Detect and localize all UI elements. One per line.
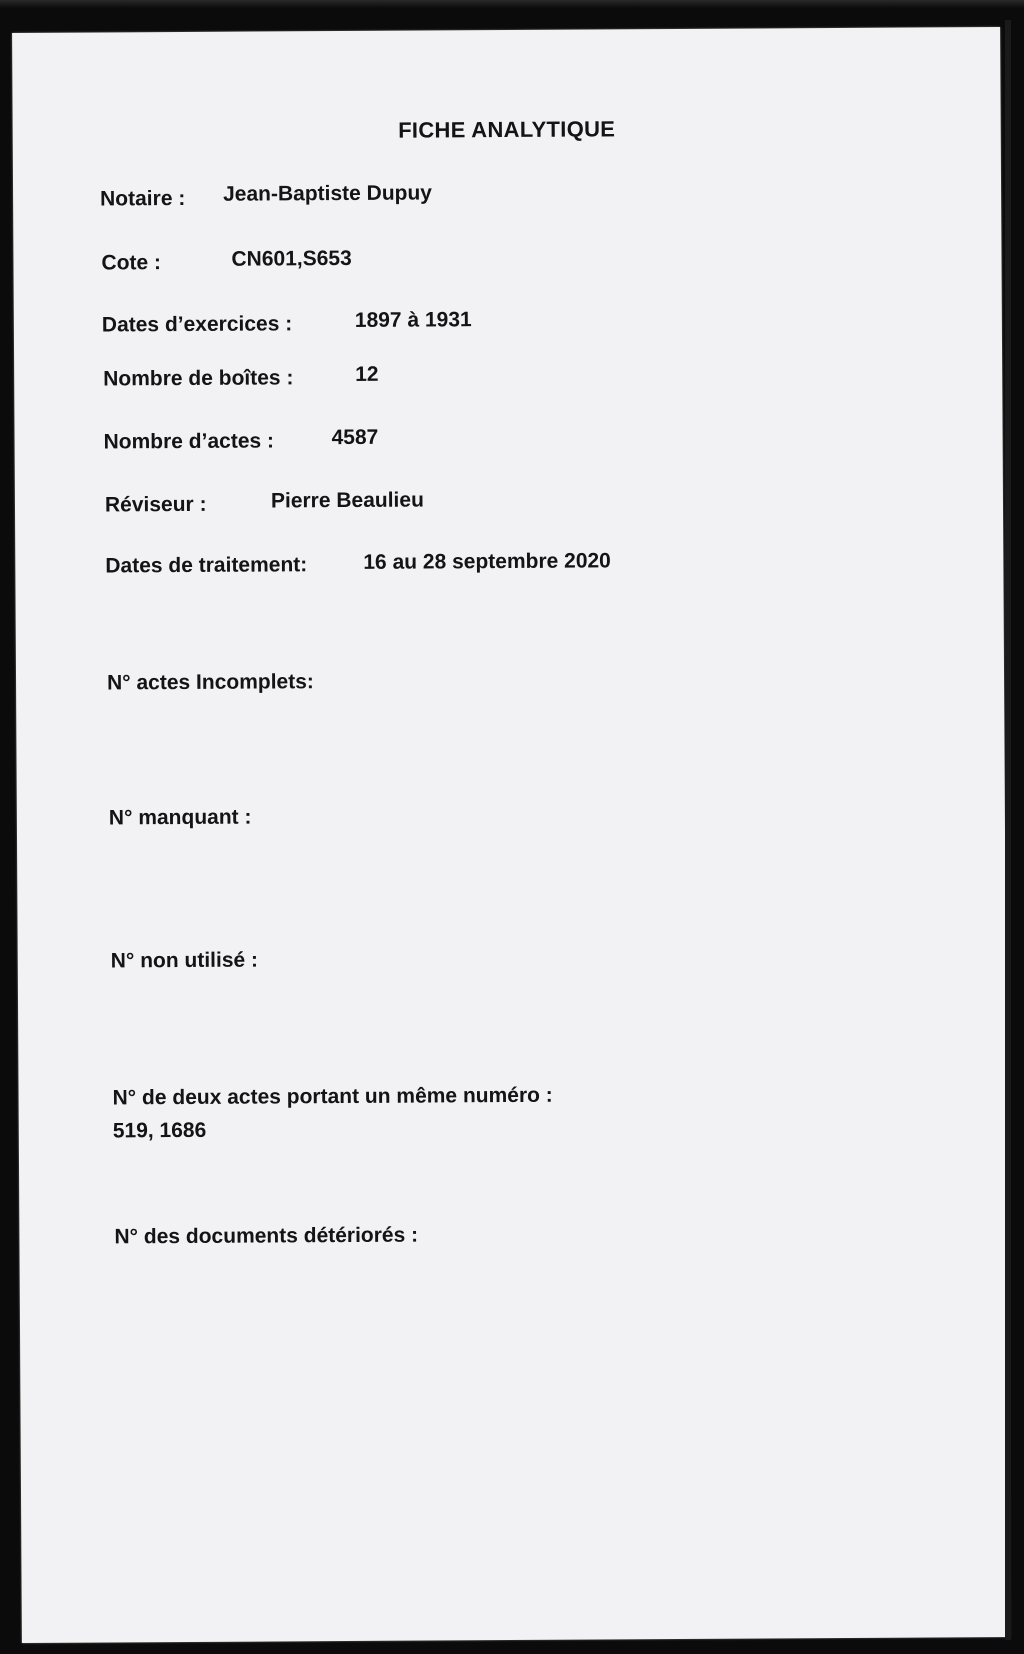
section-deux-actes: N° de deux actes portant un même numéro : xyxy=(112,1083,553,1110)
field-cote xyxy=(101,246,352,275)
scan-top-edge xyxy=(0,0,1024,8)
field-reviseur-value: Pierre Beaulieu xyxy=(270,488,424,513)
field-cote-label: Cote : xyxy=(101,251,162,275)
document-title: FICHE ANALYTIQUE xyxy=(398,116,616,143)
section-actes-incomplets: N° actes Incomplets: xyxy=(106,670,314,695)
field-notaire-label: Notaire : xyxy=(100,186,186,211)
field-dates-traitement xyxy=(105,549,611,578)
field-nombre-boites xyxy=(103,362,379,391)
field-notaire xyxy=(100,181,433,212)
field-nombre-actes-label: Nombre d’actes : xyxy=(103,429,275,454)
scan-right-edge xyxy=(1005,20,1011,1640)
analytic-sheet xyxy=(12,27,1010,1643)
field-nombre-actes-value: 4587 xyxy=(331,425,379,450)
section-manquant: N° manquant : xyxy=(108,805,252,830)
field-dates-exercices-label: Dates d’exercices : xyxy=(101,312,293,337)
field-reviseur-label: Réviseur : xyxy=(104,492,207,517)
field-notaire-value: Jean-Baptiste Dupuy xyxy=(223,181,433,206)
section-documents-deteriores: N° des documents détériorés : xyxy=(114,1223,419,1249)
field-dates-exercices-value: 1897 à 1931 xyxy=(354,308,472,332)
field-dates-traitement-value: 16 au 28 septembre 2020 xyxy=(363,549,611,574)
section-non-utilise: N° non utilisé : xyxy=(110,948,259,973)
field-nombre-boites-value: 12 xyxy=(355,362,379,386)
field-cote-value: CN601,S653 xyxy=(231,246,352,271)
field-nombre-actes xyxy=(103,425,379,454)
field-reviseur xyxy=(104,488,424,518)
field-nombre-boites-label: Nombre de boîtes : xyxy=(103,366,294,391)
field-dates-exercices xyxy=(101,308,472,337)
field-dates-traitement-label: Dates de traitement: xyxy=(105,553,308,578)
section-deux-actes-value: 519, 1686 xyxy=(112,1118,207,1143)
